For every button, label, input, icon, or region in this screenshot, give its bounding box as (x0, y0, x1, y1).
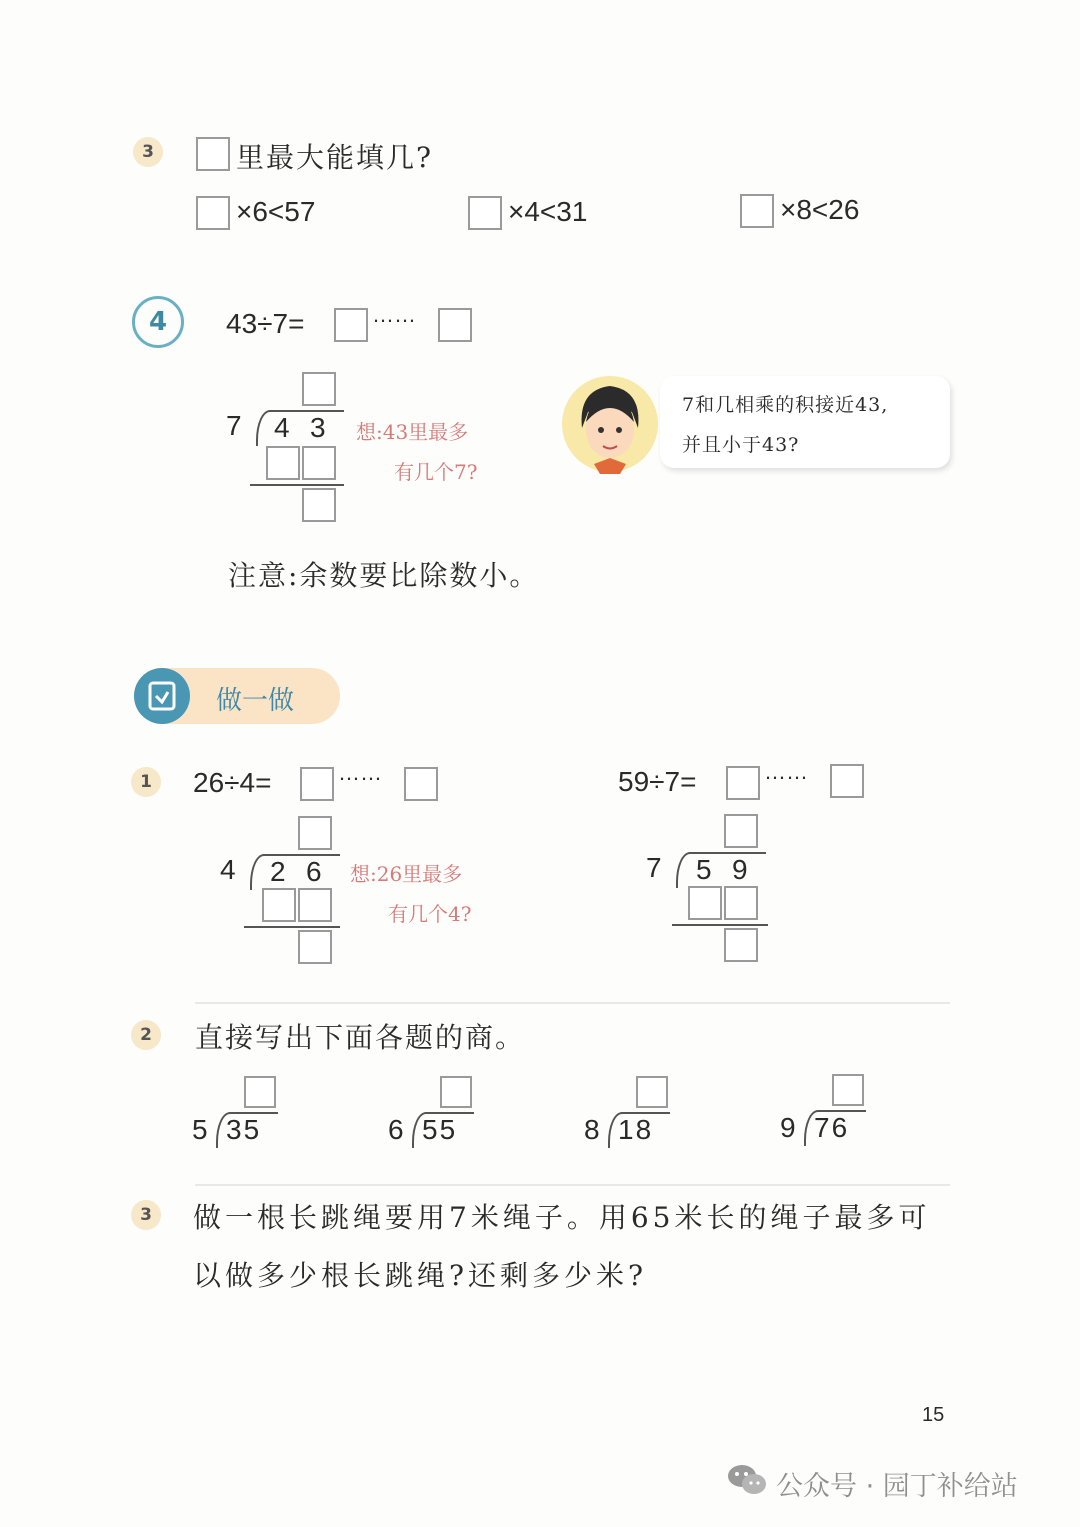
question-3-badge: 3 (133, 137, 163, 167)
dividend-digit: 6 (306, 856, 322, 887)
product-box[interactable] (724, 886, 758, 920)
section-divider (195, 1184, 950, 1186)
remainder-box[interactable] (298, 930, 332, 964)
inequality-1: ×6<57 (236, 196, 316, 227)
practice-1-badge: 1 (131, 767, 161, 797)
divisor: 8 (584, 1114, 600, 1145)
remainder-box[interactable] (438, 308, 472, 342)
quotient-box[interactable] (636, 1076, 668, 1108)
remainder-box[interactable] (724, 928, 758, 962)
practice-2-text: 直接写出下面各题的商。 (195, 1021, 526, 1054)
quotient-box[interactable] (300, 767, 334, 801)
bubble-text: 并且小于43? (682, 434, 800, 456)
product-box[interactable] (688, 886, 722, 920)
watermark-text: 公众号 · 园丁补给站 (776, 1471, 1018, 1502)
practice-3-line2: 以做多少根长跳绳?还剩多少米? (193, 1259, 648, 1292)
dividend-digit: 9 (732, 854, 748, 885)
product-box[interactable] (262, 888, 296, 922)
division-bracket (676, 852, 766, 888)
product-box[interactable] (298, 888, 332, 922)
example-4-equation: 43÷7= (226, 308, 305, 339)
dividend: 55 (422, 1114, 458, 1145)
answer-box[interactable] (740, 194, 774, 228)
practice-icon (134, 668, 190, 724)
practice-title: 做一做 (216, 686, 295, 716)
equation-26-4: 26÷4= (193, 767, 272, 798)
quotient-box[interactable] (832, 1074, 864, 1106)
dividend: 35 (226, 1114, 262, 1145)
quotient-box[interactable] (724, 814, 758, 848)
subtraction-line (244, 926, 340, 928)
divisor: 7 (226, 410, 242, 441)
equation-59-7: 59÷7= (618, 766, 697, 797)
dividend-digit: 5 (696, 854, 712, 885)
quotient-box[interactable] (298, 816, 332, 850)
quotient-box[interactable] (244, 1076, 276, 1108)
practice-2-badge: 2 (131, 1020, 161, 1050)
quotient-box[interactable] (440, 1076, 472, 1108)
dividend-digit: 4 (274, 412, 290, 443)
remainder-box[interactable] (830, 764, 864, 798)
hint-text: 想:43里最多 (356, 420, 469, 444)
divisor: 9 (780, 1112, 796, 1143)
dividend: 76 (814, 1112, 850, 1143)
dividend-digit: 2 (270, 856, 286, 887)
hint-text: 想:26里最多 (350, 862, 463, 886)
question-3-title: 里最大能填几? (236, 141, 434, 174)
note-text: 注意:余数要比除数小。 (228, 559, 540, 592)
subtraction-line (250, 484, 344, 486)
divisor: 5 (192, 1114, 208, 1145)
quotient-box[interactable] (302, 372, 336, 406)
product-box[interactable] (266, 446, 300, 480)
hint-text: 有几个4? (388, 902, 472, 926)
division-bracket (256, 410, 344, 446)
divisor: 6 (388, 1114, 404, 1145)
dividend-digit: 3 (310, 412, 326, 443)
wechat-icon (726, 1462, 768, 1498)
answer-box[interactable] (196, 196, 230, 230)
divisor: 4 (220, 854, 236, 885)
answer-box[interactable] (468, 196, 502, 230)
quotient-box[interactable] (334, 308, 368, 342)
example-4-badge: 4 (132, 296, 184, 348)
product-box[interactable] (302, 446, 336, 480)
practice-3-badge: 3 (131, 1200, 161, 1230)
remainder-box[interactable] (404, 767, 438, 801)
practice-3-line1: 做一根长跳绳要用7米绳子。用65米长的绳子最多可 (193, 1201, 931, 1234)
hint-text: 有几个7? (394, 460, 478, 484)
answer-box[interactable] (196, 137, 230, 171)
quotient-box[interactable] (726, 766, 760, 800)
bubble-text: 7和几相乘的积接近43, (682, 394, 889, 416)
dividend: 18 (618, 1114, 654, 1145)
speech-bubble (660, 376, 950, 468)
remainder-box[interactable] (302, 488, 336, 522)
inequality-2: ×4<31 (508, 196, 588, 227)
ellipsis: …… (764, 759, 808, 784)
divisor: 7 (646, 852, 662, 883)
inequality-3: ×8<26 (780, 194, 860, 225)
section-divider (195, 1002, 950, 1004)
subtraction-line (672, 924, 768, 926)
ellipsis: …… (338, 760, 382, 785)
girl-avatar (560, 372, 660, 476)
ellipsis: …… (372, 302, 416, 327)
page-number: 15 (922, 1404, 945, 1426)
division-bracket (250, 854, 340, 890)
